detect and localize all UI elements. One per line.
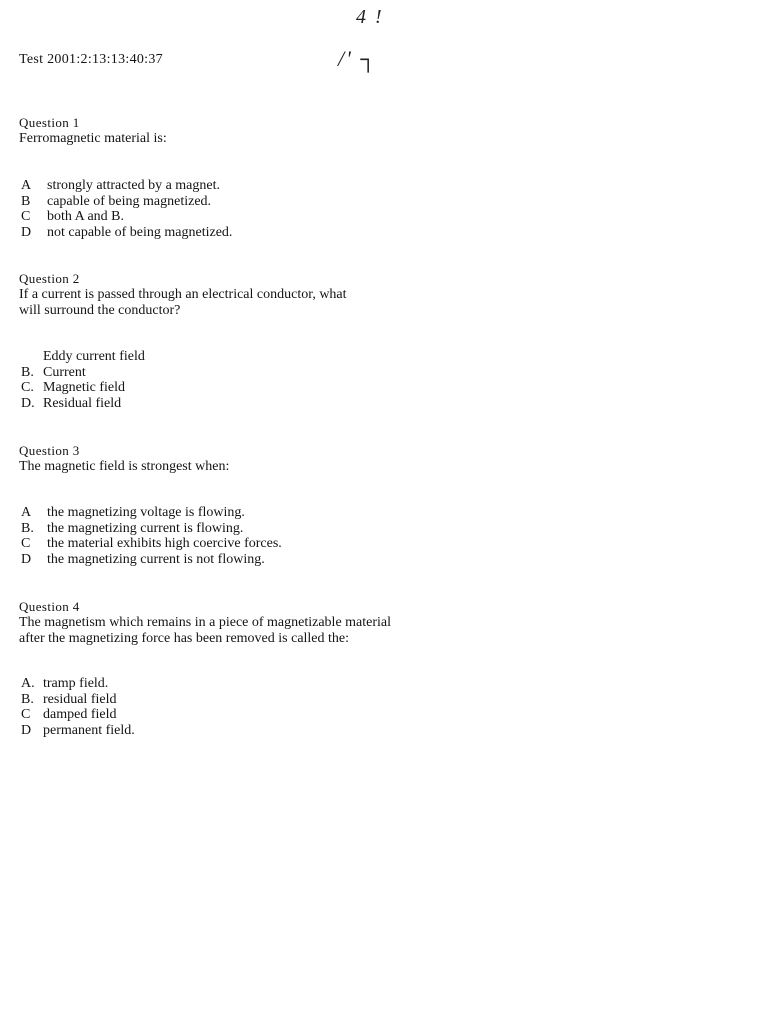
option-text: the material exhibits high coercive forces. [47, 536, 282, 552]
option-letter: C. [21, 380, 34, 396]
question-label: Question 3 [19, 443, 80, 458]
option-b [19, 365, 449, 381]
option-text: both A and B. [47, 209, 125, 225]
option-text: tramp field. [43, 676, 109, 691]
option-c [19, 380, 449, 396]
option-a [19, 676, 449, 692]
answer-options [19, 349, 449, 411]
option-text: Eddy current field [43, 349, 145, 364]
option-letter: A. [21, 676, 35, 691]
handwritten-marks-middle: /' ┐ [338, 46, 378, 71]
question-1 [19, 115, 449, 240]
option-text: Magnetic field [43, 380, 126, 396]
question-3 [19, 443, 449, 567]
option-c [19, 536, 449, 552]
option-text: capable of being magnetized. [47, 193, 212, 209]
question-text: Ferromagnetic material is: [19, 131, 167, 146]
option-letter: A [21, 505, 32, 520]
answer-options [19, 676, 449, 738]
answer-options [19, 505, 449, 567]
option-text: Residual field [43, 395, 122, 411]
question-label: Question 4 [19, 599, 80, 614]
option-letter: C [21, 536, 31, 552]
option-letter: A [21, 178, 32, 193]
option-a [19, 178, 449, 194]
question-4 [19, 599, 449, 738]
option-text: the magnetizing current is flowing. [47, 520, 244, 536]
question-2 [19, 271, 449, 411]
question-label: Question 1 [19, 115, 80, 130]
option-text: not capable of being magnetized. [47, 224, 233, 240]
handwritten-marks-top: 4 ! [356, 6, 384, 28]
answer-options [19, 178, 449, 240]
option-c [19, 209, 449, 225]
option-text: permanent field. [43, 722, 135, 738]
option-letter: C [21, 209, 31, 225]
question-text: The magnetic field is strongest when: [19, 459, 230, 474]
option-text: the magnetizing current is not flowing. [47, 551, 265, 567]
option-d [19, 723, 449, 739]
option-b [19, 194, 449, 210]
option-letter: B. [21, 520, 34, 536]
option-letter: D. [21, 395, 35, 411]
option-letter: D [21, 722, 32, 738]
question-label: Question 2 [19, 271, 80, 286]
option-letter: B [21, 193, 31, 209]
option-letter: B. [21, 364, 34, 380]
option-b [19, 521, 449, 537]
question-text: The magnetism which remains in a piece of magnetizable material [19, 615, 392, 630]
option-letter: B. [21, 691, 34, 707]
test-header: Test 2001:2:13:13:40:37 [19, 52, 163, 67]
option-text: strongly attracted by a magnet. [47, 178, 220, 193]
option-text: Current [43, 364, 86, 380]
option-letter: C [21, 707, 31, 723]
option-b [19, 692, 449, 708]
option-d [19, 552, 449, 568]
option-a [19, 505, 449, 521]
option-c [19, 707, 449, 723]
option-text: the magnetizing voltage is flowing. [47, 505, 245, 520]
option-letter: D [21, 224, 32, 240]
question-text-line-2: will surround the conductor? [19, 303, 181, 318]
option-d [19, 396, 449, 412]
question-text: If a current is passed through an electrical conductor, what [19, 287, 347, 302]
option-letter: D [21, 551, 32, 567]
option-text: damped field [43, 707, 117, 723]
question-text-line-2: after the magnetizing force has been removed is called the: [19, 631, 350, 646]
option-d [19, 225, 449, 241]
option-text: residual field [43, 691, 117, 707]
option-a [19, 349, 449, 365]
